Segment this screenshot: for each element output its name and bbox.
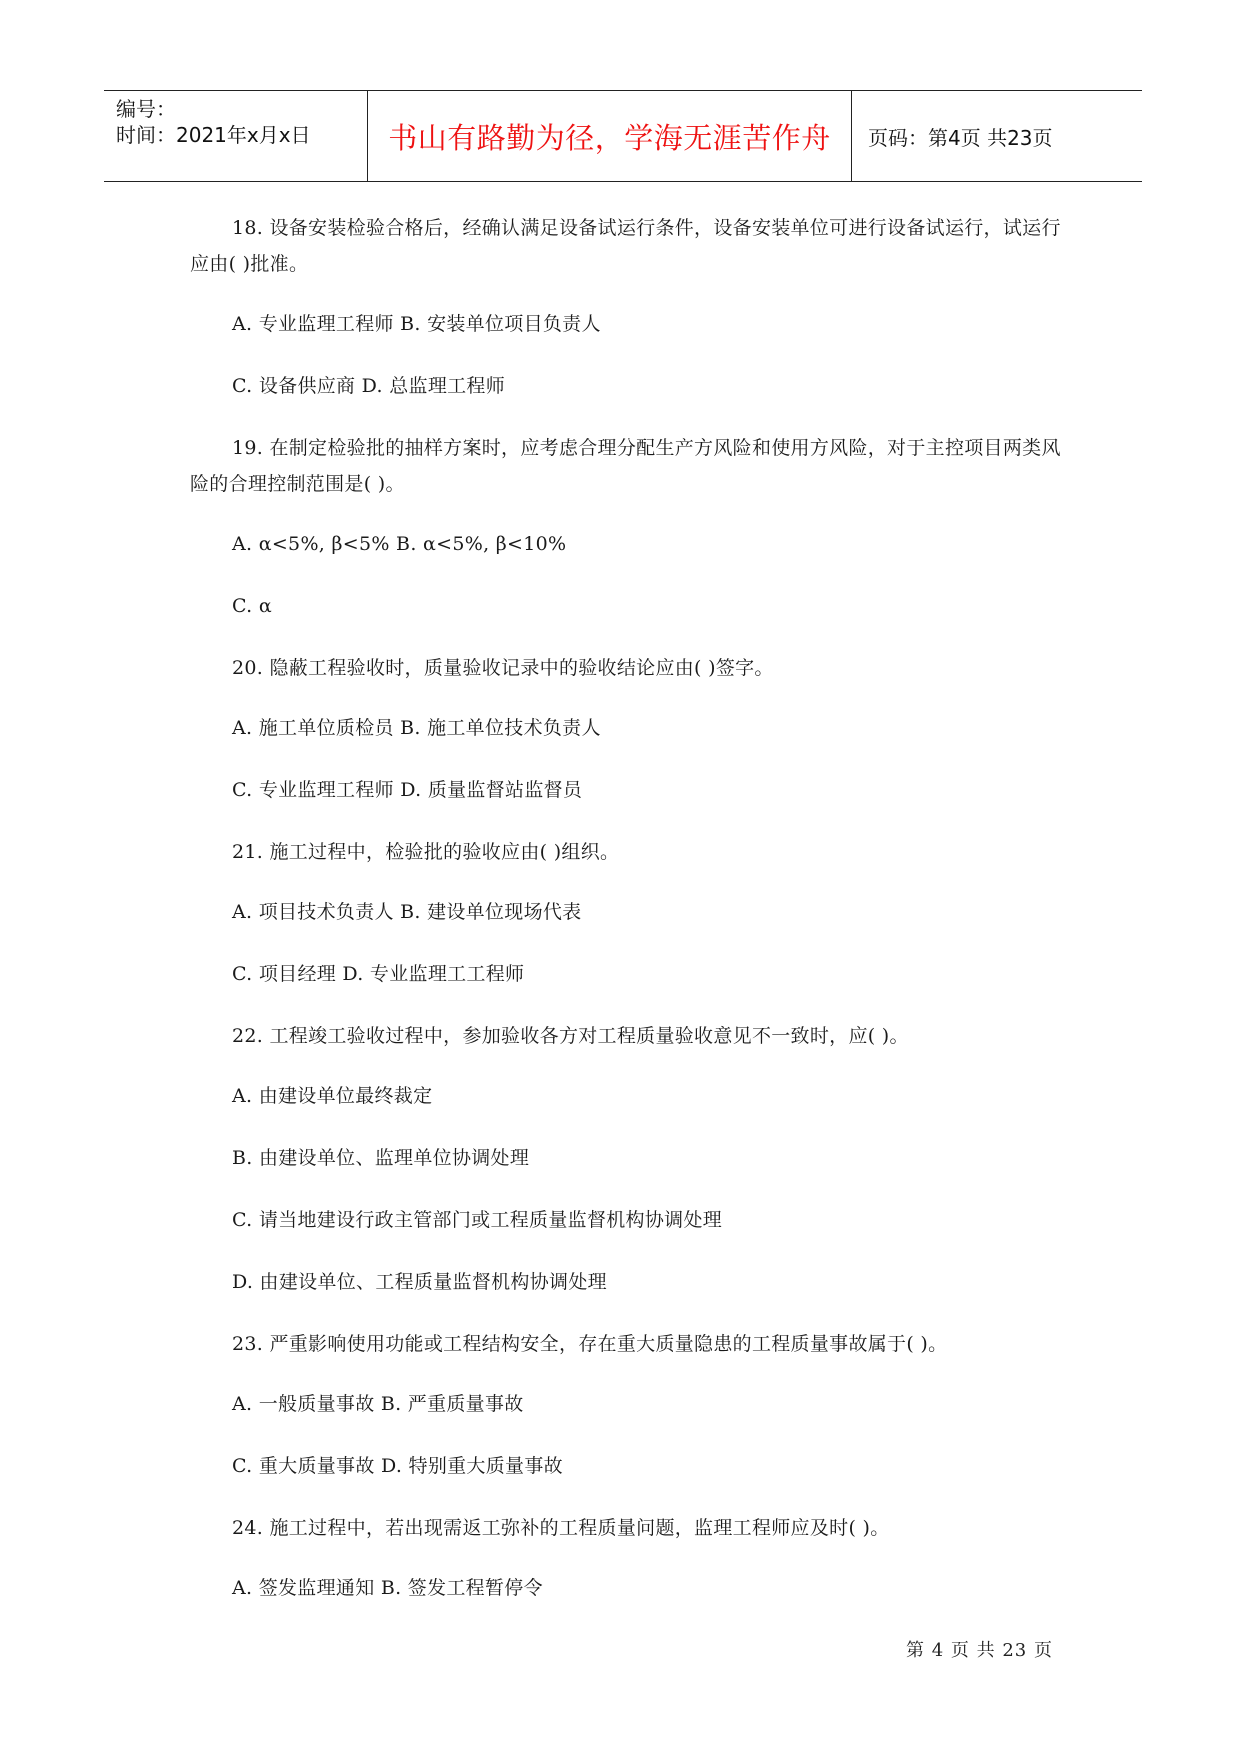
question-21: 21. 施工过程中，检验批的验收应由( )组织。 [232,841,620,863]
option-line: C. 专业监理工程师 D. 质量监督站监督员 [232,779,583,801]
option-line: A. 项目技术负责人 B. 建设单位现场代表 [232,901,582,923]
option-line: A. 施工单位质检员 B. 施工单位技术负责人 [232,717,601,739]
option-line: C. 设备供应商 D. 总监理工程师 [232,375,506,397]
header-meta-cell [104,91,368,181]
option-line: A. 一般质量事故 B. 严重质量事故 [232,1393,524,1415]
option-line: A. 签发监理通知 B. 签发工程暂停令 [232,1577,543,1599]
header-motto: 书山有路勤为径，学海无涯苦作舟 [368,91,852,181]
page-footer: 第 4 页 共 23 页 [906,1640,1053,1661]
option-line: D. 由建设单位、工程质量监督机构协调处理 [232,1271,607,1293]
question-20: 20. 隐蔽工程验收时，质量验收记录中的验收结论应由( )签字。 [232,657,774,679]
option-line: B. 由建设单位、监理单位协调处理 [232,1147,530,1169]
option-line: C. 请当地建设行政主管部门或工程质量监督机构协调处理 [232,1209,723,1231]
option-line: A. 由建设单位最终裁定 [232,1085,433,1107]
option-line: A. 专业监理工程师 B. 安装单位项目负责人 [232,313,601,335]
document-body [190,210,1070,1606]
option-line: C. α [232,595,272,617]
page-header [104,90,1142,182]
option-line: C. 项目经理 D. 专业监理工工程师 [232,963,525,985]
option-line: C. 重大质量事故 D. 特别重大质量事故 [232,1455,563,1477]
question-22: 22. 工程竣工验收过程中，参加验收各方对工程质量验收意见不一致时，应( )。 [232,1025,909,1047]
document-time-label: 时间：2021年x月x日 [116,123,311,147]
option-line: A. α<5%, β<5% B. α<5%, β<10% [232,533,567,555]
document-number-label: 编号： [116,97,176,121]
question-23: 23. 严重影响使用功能或工程结构安全，存在重大质量隐患的工程质量事故属于( )。 [232,1333,948,1355]
question-18: 18. 设备安装检验合格后，经确认满足设备试运行条件，设备安装单位可进行设备试运行，试运行应由( )批准。 [190,217,1061,275]
question-19: 19. 在制定检验批的抽样方案时，应考虑合理分配生产方风险和使用方风险，对于主控项目两类风险的合理控制范围是( )。 [190,437,1061,495]
header-page-info: 页码：第4页 共23页 [868,125,1053,150]
question-24: 24. 施工过程中，若出现需返工弥补的工程质量问题，监理工程师应及时( )。 [232,1517,890,1539]
